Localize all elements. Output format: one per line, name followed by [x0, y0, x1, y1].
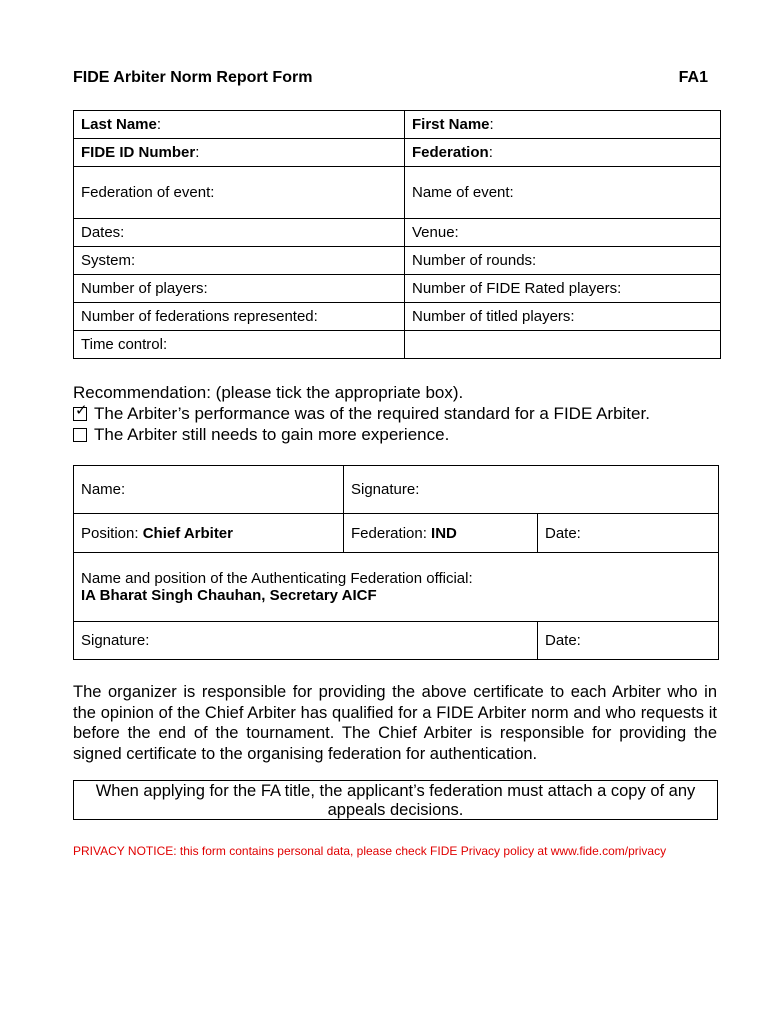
- appeals-notice-box: When applying for the FA title, the applicant’s federation must attach a copy of any appeals decisions.: [73, 780, 718, 820]
- titled-players-field[interactable]: Number of titled players:: [405, 303, 721, 331]
- event-details-table: [73, 110, 721, 359]
- authenticating-official-label: Name and position of the Authenticating Federation official:: [81, 570, 473, 587]
- fide-id-field[interactable]: FIDE ID Number:: [74, 139, 405, 167]
- fide-rated-players-field[interactable]: Number of FIDE Rated players:: [405, 275, 721, 303]
- system-field[interactable]: System:: [74, 247, 405, 275]
- federation-of-event-field[interactable]: Federation of event:: [74, 167, 405, 219]
- first-name-label: First Name: [412, 116, 490, 133]
- number-of-players-field[interactable]: Number of players:: [74, 275, 405, 303]
- venue-field[interactable]: Venue:: [405, 219, 721, 247]
- last-name-label: Last Name: [81, 116, 157, 133]
- federation-field[interactable]: Federation:: [405, 139, 721, 167]
- authenticating-official-field[interactable]: [74, 553, 719, 622]
- form-code: FA1: [678, 69, 708, 86]
- checkbox-checked[interactable]: [73, 401, 88, 421]
- recommendation-option-standard[interactable]: [73, 403, 650, 424]
- signoff-federation-label: Federation:: [351, 524, 432, 542]
- fide-id-label: FIDE ID Number: [81, 144, 196, 161]
- arbiter-date-field[interactable]: Date:: [538, 514, 719, 553]
- option-standard-label: The Arbiter’s performance was of the required standard for a FIDE Arbiter.: [94, 404, 650, 423]
- name-of-event-field[interactable]: Name of event:: [405, 167, 721, 219]
- form-header: [73, 69, 708, 91]
- recommendation-option-experience[interactable]: [73, 424, 650, 445]
- authenticating-official-value: IA Bharat Singh Chauhan, Secretary AICF: [81, 587, 377, 604]
- signoff-federation-field[interactable]: [344, 514, 538, 553]
- checkbox-unchecked[interactable]: [73, 428, 87, 442]
- number-of-rounds-field[interactable]: Number of rounds:: [405, 247, 721, 275]
- empty-cell: [405, 331, 721, 359]
- official-date-field[interactable]: Date:: [538, 622, 719, 660]
- option-experience-label: The Arbiter still needs to gain more experience.: [94, 425, 450, 444]
- federations-represented-field[interactable]: Number of federations represented:: [74, 303, 405, 331]
- recommendation-heading: Recommendation: (please tick the appropriate box).: [73, 383, 464, 402]
- privacy-notice: PRIVACY NOTICE: this form contains personal data, please check FIDE Privacy policy at www.fide.com/privacy: [73, 844, 667, 858]
- position-field[interactable]: [74, 514, 344, 553]
- signoff-table: [73, 465, 719, 660]
- check-icon: ✓: [75, 401, 88, 419]
- recommendation-section: [73, 382, 650, 445]
- signoff-federation-value: IND: [431, 524, 457, 542]
- position-value: Chief Arbiter: [142, 524, 233, 542]
- position-label: Position:: [81, 524, 143, 542]
- last-name-field[interactable]: Last Name:: [74, 111, 405, 139]
- arbiter-name-field[interactable]: Name:: [74, 466, 344, 514]
- responsibility-paragraph: The organizer is responsible for providing the above certificate to each Arbiter who in the opinion of the Chief Arbiter has qualified for a FIDE Arbiter norm and who requests it before the end of the tournament. The Chief Arbiter is responsible for providing the signed certificate to the organising federation for authentication.: [73, 683, 717, 763]
- official-signature-field[interactable]: Signature:: [74, 622, 538, 660]
- time-control-field[interactable]: Time control:: [74, 331, 405, 359]
- arbiter-signature-field[interactable]: Signature:: [344, 466, 719, 514]
- dates-field[interactable]: Dates:: [74, 219, 405, 247]
- federation-label: Federation: [412, 144, 489, 161]
- first-name-field[interactable]: First Name:: [405, 111, 721, 139]
- form-title: FIDE Arbiter Norm Report Form: [73, 69, 313, 86]
